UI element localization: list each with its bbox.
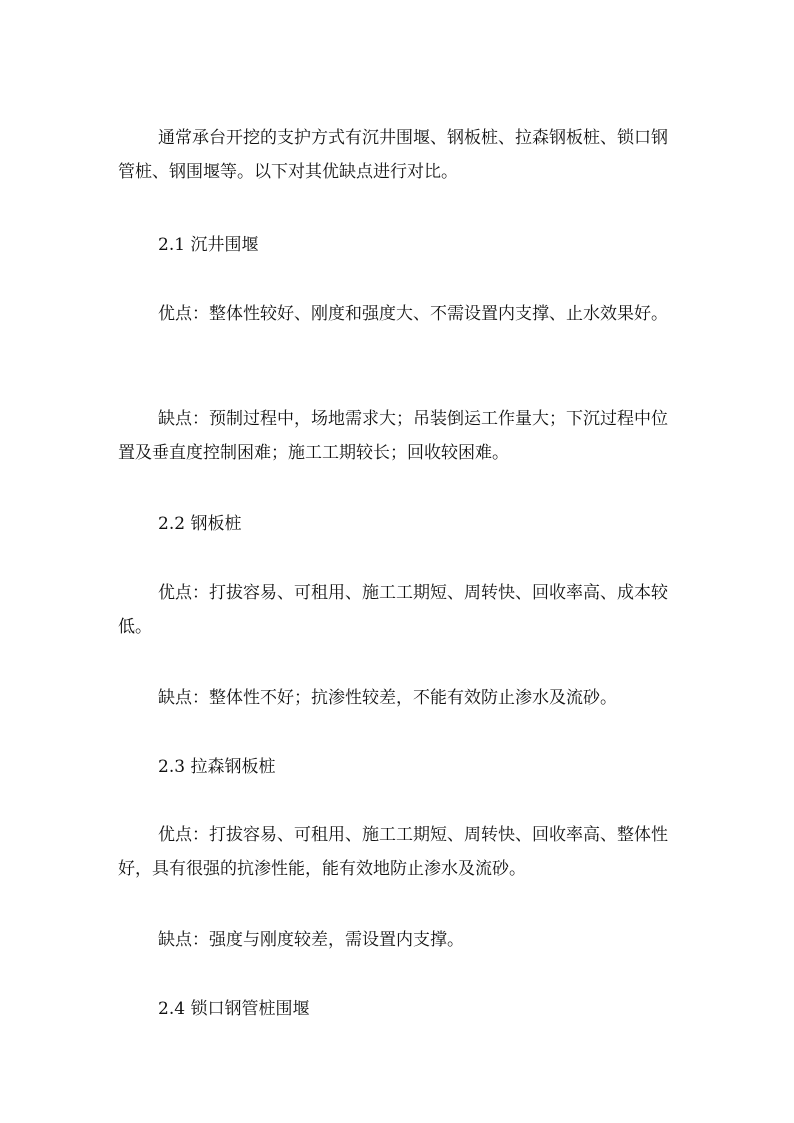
- section-2-2-cons: 缺点：整体性不好；抗渗性较差，不能有效防止渗水及流砂。: [158, 688, 617, 708]
- intro-paragraph: 通常承台开挖的支护方式有沉井围堰、钢板桩、拉森钢板桩、锁口钢管桩、钢围堰等。以下对其优缺点进行对比。: [118, 128, 668, 182]
- section-2-3-cons: 缺点：强度与刚度较差，需设置内支撑。: [158, 930, 464, 950]
- section-heading-2-4: 2.4 锁口钢管桩围堰: [158, 999, 310, 1019]
- section-2-1-cons: 缺点：预制过程中，场地需求大；吊装倒运工作量大；下沉过程中位置及垂直度控制困难；施工工期较长；回收较困难。: [118, 409, 668, 463]
- section-2-1-pros: 优点：整体性较好、刚度和强度大、不需设置内支撑、止水效果好。: [158, 304, 668, 324]
- section-heading-2-1: 2.1 沉井围堰: [158, 235, 259, 255]
- section-2-2-pros: 优点：打拔容易、可租用、施工工期短、周转快、回收率高、成本较低。: [118, 583, 668, 637]
- section-heading-2-2: 2.2 钢板桩: [158, 514, 242, 534]
- section-2-3-pros: 优点：打拔容易、可租用、施工工期短、周转快、回收率高、整体性好，具有很强的抗渗性能，能有效地防止渗水及流砂。: [118, 825, 668, 879]
- section-heading-2-3: 2.3 拉森钢板桩: [158, 757, 276, 777]
